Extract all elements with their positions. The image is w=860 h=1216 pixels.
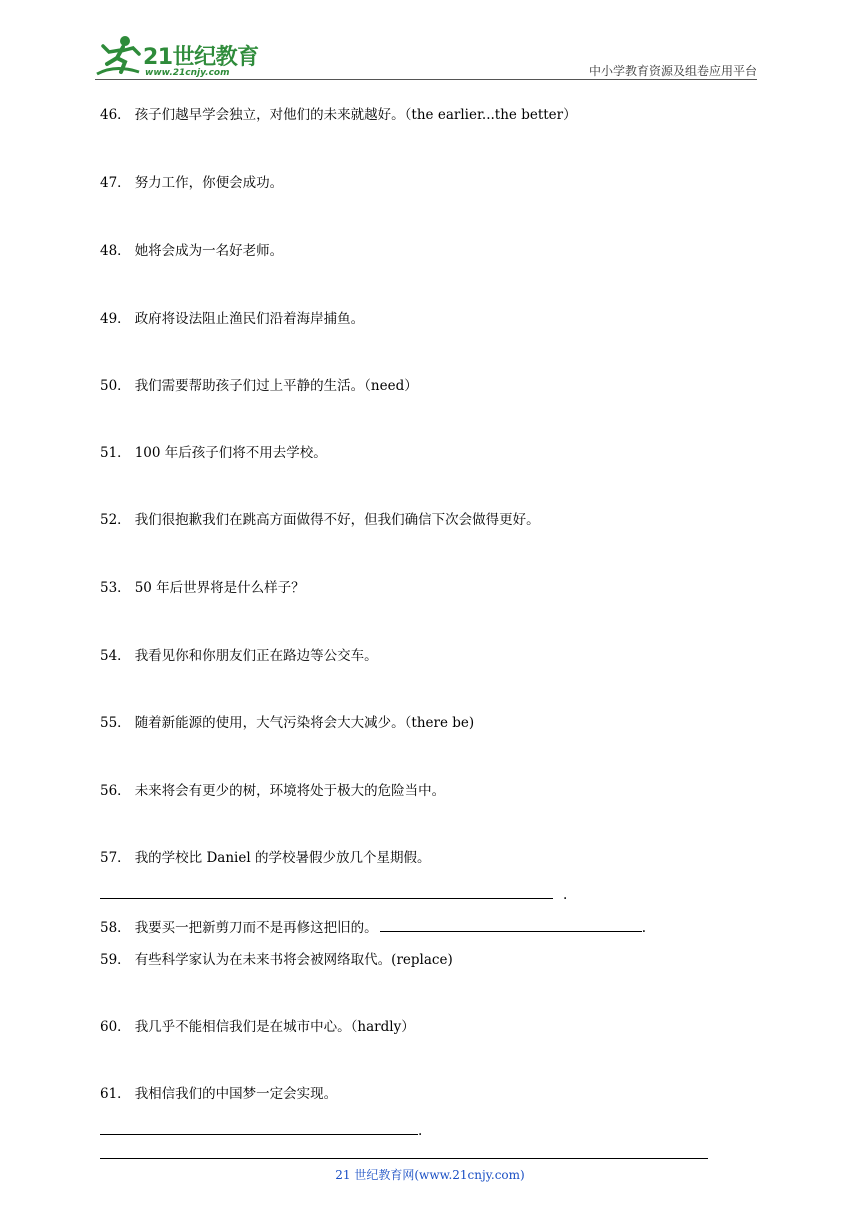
question-number: 57． <box>100 850 131 866</box>
answer-end: . <box>418 1123 423 1139</box>
question-text: 我们需要帮助孩子们过上平静的生活。（need） <box>134 378 418 394</box>
question-number: 55． <box>100 715 131 731</box>
answer-line-61[interactable] <box>100 1120 422 1140</box>
footer-divider <box>100 1158 708 1159</box>
logo-url: www.21cnjy.com <box>145 68 230 78</box>
question-51 <box>100 444 327 462</box>
question-number: 58． <box>100 920 131 936</box>
logo <box>95 34 265 80</box>
question-46 <box>100 106 577 124</box>
answer-blank[interactable] <box>100 1120 418 1135</box>
question-number: 54． <box>100 648 131 664</box>
question-text: 有些科学家认为在未来书将会被网络取代。(replace) <box>134 952 453 968</box>
question-number: 53． <box>100 580 131 596</box>
question-50 <box>100 377 418 395</box>
question-57 <box>100 849 430 867</box>
question-47 <box>100 174 283 192</box>
runner-logo-icon <box>95 34 145 80</box>
question-58 <box>100 917 646 937</box>
question-text: 我看见你和你朋友们正在路边等公交车。 <box>134 648 378 664</box>
question-text: 未来将会有更少的树，环境将处于极大的危险当中。 <box>134 783 446 799</box>
platform-label: 中小学教育资源及组卷应用平台 <box>588 64 757 78</box>
question-60 <box>100 1018 415 1036</box>
question-text: 随着新能源的使用，大气污染将会大大减少。（there be) <box>134 715 475 731</box>
question-number: 46． <box>100 107 131 123</box>
question-number: 59． <box>100 952 131 968</box>
question-number: 61． <box>100 1086 131 1102</box>
question-text: 努力工作，你便会成功。 <box>134 175 284 191</box>
question-text: 我们很抱歉我们在跳高方面做得不好，但我们确信下次会做得更好。 <box>134 512 540 528</box>
question-text: 政府将设法阻止渔民们沿着海岸捕鱼。 <box>134 311 365 327</box>
header-divider <box>95 79 757 80</box>
answer-end: . <box>563 887 568 903</box>
question-number: 49． <box>100 311 131 327</box>
answer-end: . <box>641 920 646 936</box>
question-text: 100 年后孩子们将不用去学校。 <box>134 445 327 461</box>
question-53 <box>100 579 305 597</box>
question-number: 47． <box>100 175 131 191</box>
answer-line-57[interactable] <box>100 884 567 904</box>
question-number: 60． <box>100 1019 131 1035</box>
question-55 <box>100 714 474 732</box>
question-text: 我相信我们的中国梦一定会实现。 <box>134 1086 338 1102</box>
question-text: 50 年后世界将是什么样子？ <box>134 580 305 596</box>
question-text: 我几乎不能相信我们是在城市中心。（hardly） <box>134 1019 415 1035</box>
question-61 <box>100 1085 337 1103</box>
question-48 <box>100 242 283 260</box>
page-header <box>95 30 757 80</box>
question-number: 48． <box>100 243 131 259</box>
question-text: 我要买一把新剪刀而不是再修这把旧的。 <box>134 920 378 936</box>
question-59 <box>100 951 453 969</box>
logo-title: 21世纪教育 <box>143 45 259 70</box>
question-text: 孩子们越早学会独立，对他们的未来就越好。（the earlier...the better） <box>134 107 577 123</box>
question-number: 51． <box>100 445 131 461</box>
question-54 <box>100 647 378 665</box>
question-number: 50． <box>100 378 131 394</box>
answer-blank[interactable] <box>100 884 553 899</box>
answer-blank[interactable] <box>380 917 642 932</box>
question-number: 56． <box>100 783 131 799</box>
question-number: 52． <box>100 512 131 528</box>
question-text: 她将会成为一名好老师。 <box>134 243 284 259</box>
question-52 <box>100 511 540 529</box>
footer-text[interactable]: 21 世纪教育网(www.21cnjy.com) <box>335 1168 525 1182</box>
question-56 <box>100 782 445 800</box>
question-49 <box>100 310 364 328</box>
question-text: 我的学校比 Daniel 的学校暑假少放几个星期假。 <box>134 850 431 866</box>
